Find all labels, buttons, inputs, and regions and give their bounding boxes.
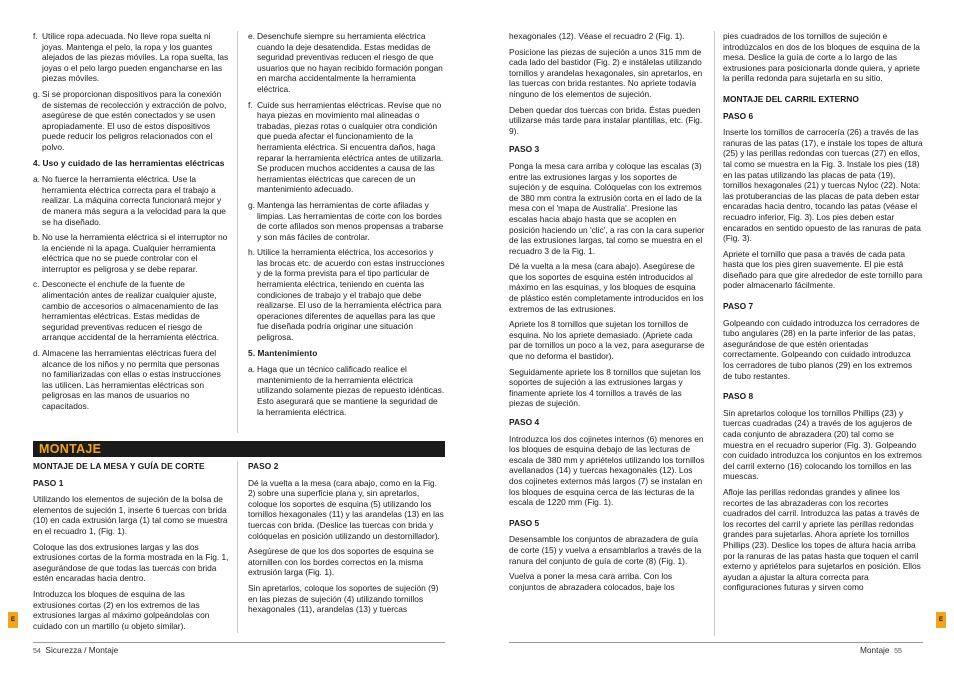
step-8-paragraph: Sin apretarlos coloque los tornillos Phillips (23) y tuercas cuadradas (24) a través de los agujeros de cada conjunto de abrazadera (20) tal como se muestra en el recuadro superior (Fig. 3). Golpeando con cuidado introduzca los conjuntos en los extremos del carril externo (16) colocando los tornillos en las muescas. (723, 407, 922, 482)
step-5-paragraph: Vuelva a poner la mesa cara arriba. Con los conjuntos de abrazadera colocados, baje los (509, 571, 675, 592)
step-5-label: PASO 5 (509, 517, 540, 528)
list-item-text: Desconecte el enchufe de la fuente de alimentación antes de realizar cualquier ajuste, cambio de accesorios o almacenamiento de las herramientas eléctricas. Estas medidas de seguridad preventivas reducen el riesgo de arranque accidental de la herramienta eléctrica. (42, 279, 219, 343)
step-1-label: PASO 1 (33, 477, 64, 488)
list-item-text: Desenchufe siempre su herramienta eléctrica cuando la deje desatendida. Estas medidas de seguridad preventivas reducen el riesgo de que usuarios que no hayan recibido formación pongan en marcha accidentalmente la herramienta eléctrica. (257, 31, 443, 94)
continued-paragraph: Posicione las piezas de sujeción a unos 315 mm de cada lado del bastidor (Fig. 2) e instálelas utilizando tornillos y arandelas hexagonales, sin apretarlos, en las tuercas con brida restantes. No apriete todavía ninguno de los elementos de sujeción. (509, 46, 703, 99)
safety-list-item (33, 174, 229, 227)
left-col2-lower (248, 461, 445, 620)
step-6-label: PASO 6 (723, 110, 754, 121)
step-4-label: PASO 4 (509, 417, 540, 427)
list-marker: c. (33, 279, 40, 290)
step-3-paragraph: Seguidamente apriete los 8 tornillos que sujetan los soportes de sujeción a las extrusiones largas y finamente apriete los 4 tornillos a través de las piezas de sujeción. (509, 366, 701, 409)
list-item-text: Si se proporcionan dispositivos para la conexión de sistemas de recolección y extracción de polvo, asegúrese de que estén conectados y se usen apropiadamente. El uso de estos dispositivos puede reducir los peligros relacionados con el polvo. (42, 88, 227, 152)
step-2-paragraph: Dé la vuelta a la mesa (cara abajo, como en la Fig. 2) sobre una superficie plana y, sin apretarlos, coloque los soportes de esquina (5) utilizando los tornillos hexagonales (11) y las arandelas (13) en las tuercas con brida. (Deslice las tuercas con brida y colóquelas en posición utilizando un destornillador). (248, 477, 444, 541)
left-column-divider-top (237, 31, 238, 433)
list-marker: f. (33, 31, 38, 41)
safety-list-item (33, 31, 229, 84)
language-tab-left: E (8, 612, 18, 628)
list-item-text: Utilice la herramienta eléctrica, los accesorios y las brocas etc. de acuerdo con estas instrucciones y de la forma prevista para el tipo particular de herramienta eléctrica, teniendo en cuenta las condiciones de trabajo y el trabajo que debe realizarse. El uso de la herramienta eléctrica para operaciones diferentes de aquellas para las que fue diseñada podría originar une situación peligrosa. (257, 247, 445, 343)
footer-section-right: Montaje (860, 645, 890, 655)
safety-list-item (33, 89, 229, 153)
step-3-paragraph: Apriete los 8 tornillos que sujetan los tornillos de esquina. No los apriete demasiado. (Apriete cada par de tornillos un poco a la vez, para asegurarse de que no deforma el bastidor). (509, 319, 705, 362)
step-8-label: PASO 8 (723, 391, 754, 402)
step-8-paragraph: Afloje las perillas redondas grandes y alinee los recortes de las abrazaderas con los recortes cuadrados del carril. Introduzca las patas a través de los recortes del carril y apriete las perillas redondas grandes para sujetarlas. Ahora apriete los tornillos Phillips (23). Deslice los topes de altura hacia arriba por la ranuras de las patas hasta que toquen el carril externo y apriételos para sujetarlos en posición. Ellos ayudan a ajustar la altura correcta para configuraciones futuras y sirven como (723, 486, 921, 593)
left-col1-lower (33, 461, 229, 636)
step-1-paragraph: Introduzca los bloques de esquina de las extrusiones cortas (2) en los extremos de las extrusiones largas al máximo golpeándolas con cuidado con un martillo (u objeto similar). (33, 588, 210, 631)
montaje-heading: MONTAJE DE LA MESA Y GUÍA DE CORTE (33, 461, 205, 471)
list-marker: g. (248, 199, 255, 210)
col4-top-paragraph: pies cuadrados de los tornillos de sujeción e introdúzcalos en dos de los bloques de esquina de la mesa. Deslice la guía de corte a lo largo de las extrusiones para posicionarla donde quiera, y apriete la perilla redonda para sujetarla en su sitio. (723, 31, 920, 84)
step-1-paragraph: Utilizando los elementos de sujeción de la bolsa de elementos de sujeción 1, inserte 6 tuercas con brida (10) en cada extrusión larga (1) tal como se muestra en el recuadro 1, (Fig. 1). (33, 494, 228, 536)
step-2-paragraph: Sin apretarlos, coloque los soportes de sujeción (9) en las piezas de sujeción (4) utilizando tornillos hexagonales (11), arandelas (13) y tuercas (248, 582, 439, 615)
list-item-text: Haga que un técnico calificado realice el mantenimiento de la herramienta eléctrica utilizando solamente piezas de repuesto idénticas. Esto asegurará que se mantiene la seguridad de la herramienta eléctrica. (257, 364, 445, 417)
section-heading-5: 5. Mantenimiento (248, 347, 318, 358)
footer-rule-left (33, 642, 445, 643)
continued-paragraph: hexagonales (12). Véase el recuadro 2 (Fig. 1). (509, 31, 685, 41)
safety-list-item (248, 200, 445, 242)
step-2-label: PASO 2 (248, 461, 279, 471)
montaje-banner-title: MONTAJE (39, 442, 102, 456)
list-item-text: Utilice ropa adecuada. No lleve ropa suelta ni joyas. Mantenga el pelo, la ropa y los guantes alejados de las piezas móviles. La ropa suelta, las joyas o el pelo largo pueden engancharse en las piezas móviles. (42, 31, 229, 84)
language-tab-right: E (936, 612, 946, 628)
left-col2-upper (248, 31, 445, 422)
right-col3 (509, 31, 705, 597)
footer-section-left: Sicurezza / Montaje (45, 645, 119, 655)
right-col4 (723, 31, 923, 598)
step-1-paragraph: Coloque las dos extrusiones largas y las dos extrusiones cortas de la forma mostrada en la Fig. 1, asegurándose de que todas las tuercas con brida estén encaradas hacia dentro. (33, 541, 229, 584)
safety-list-item (248, 31, 445, 95)
step-6-paragraph: Inserte los tornillos de carrocería (26) a través de las ranuras de las patas (17), e instale los topes de altura (25) y las perillas redondas con tuercas (27) en ellos, tal como se muestra en la Fig. 3. Instale los pies (18) en las patas utilizando las placas de pata (19), tornillos hexagonales (21) y tuercas Nyloc (22). Nota: las protuberancias de las placas de pata deben estar encaradas hacia dentro, tocando las patas (véase el recuadro inferior, Fig. 3). Los pies deben estar encarados en sentido opuesto de las ranuras de pata (Fig. 3). (723, 127, 923, 244)
list-item-text: No fuerce la herramienta eléctrica. Use la herramienta eléctrica correcta para el trabajo a realizar. La máquina correcta funcionará mejor y de manera más segura a la velocidad para la que se ha diseñado. (42, 174, 226, 227)
left-column-divider-bottom (237, 461, 238, 633)
step-3-paragraph: Ponga la mesa cara arriba y coloque las escalas (3) entre las extrusiones largas y los soportes de sujeción y de esquina. Colóquelas con los extremos de 380 mm contra la extrusión corta en el lado de la mesa con el 'mapa de Australia'. Presione las escalas hacia abajo hasta que se acoplen en posición haciendo un 'clic', a ras con la cara superior de las extrusiones largas, tal como se muestra en el recuadro 3 de la Fig. 1. (509, 160, 705, 256)
footer-rule-right (509, 642, 923, 643)
list-marker: g. (33, 88, 40, 99)
list-marker: e. (248, 31, 255, 41)
list-item-text: Almacene las herramientas eléctricas fuera del alcance de los niños y no permita que personas no familiarizadas con ellas o estas instrucciones las utilicen. Las herramientas eléctricas son peligrosas en las manos de usuarios no capacitados. (42, 348, 221, 411)
step-7-paragraph: Golpeando con cuidado introduzca los cerradores de tubo angulares (28) en la parte inferior de las patas, asegurándose de que estén orientadas correctamente. Golpeando con cuidado introduzca los cerradores de tubo planos (29) en los extremos de tubo restantes. (723, 317, 920, 381)
list-item-text: No use la herramienta eléctrica si el interruptor no la enciende ni la apaga. Cualquier herramienta eléctrica que no se puede controlar con el interruptor es peligrosa y se debe reparar. (42, 232, 228, 274)
list-item-text: Mantenga las herramientas de corte afiladas y limpias. Las herramientas de corte con los bordes de corte afilados son menos propensas a trabarse y son más fáciles de controlar. (257, 199, 444, 242)
right-column-divider (714, 31, 715, 636)
continued-paragraph: Deben quedar dos tuercas con brida. Éstas pueden utilizarse más tarde para instalar plantillas, etc. (Fig. 9). (509, 104, 703, 136)
step-3-label: PASO 3 (509, 144, 540, 155)
step-2-paragraph: Asegúrese de que los dos soportes de esquina se atornillen con los bordes correctos en la misma extrusión larga (Fig. 1). (248, 546, 434, 578)
carril-externo-heading: MONTAJE DEL CARRIL EXTERNO (723, 93, 859, 104)
safety-list-item (33, 348, 229, 412)
footer-right (860, 645, 902, 655)
step-7-label: PASO 7 (723, 301, 754, 312)
step-6-paragraph: Apriete el tornillo que pasa a través de cada pata hasta que los pies giren suavemente. El pie está diseñado para que gire alrededor de este tornillo para poder almacenarlo fácilmente. (723, 248, 923, 291)
list-marker: h. (248, 247, 255, 258)
step-5-paragraph: Desensamble los conjuntos de abrazadera de guía de corte (15) y vuelva a ensamblarlos a través de la ranura del conjunto de guía de corte (8) (Fig. 1). (509, 534, 702, 566)
list-marker: b. (33, 232, 40, 243)
step-4-paragraph: Introduzca los dos cojinetes internos (6) menores en los bloques de esquina debajo de las lecturas de escala de 380 mm y apriételos utilizando los tornillos avellanados (14) y tuercas hexagonales (12). Los dos cojinetes externos más largos (7) se instalan en los bloques de esquina cerca de las lecturas de la escala de 1220 mm (Fig. 1). (509, 433, 705, 508)
montaje-banner (33, 441, 445, 457)
safety-list-item (248, 364, 445, 417)
list-marker: d. (33, 348, 40, 359)
safety-list-item (33, 279, 229, 343)
safety-list-item (248, 100, 445, 195)
list-marker: f. (248, 99, 253, 110)
list-marker: a. (33, 174, 40, 185)
footer-left (33, 645, 118, 655)
step-3-paragraph: Dé la vuelta a la mesa (cara abajo). Asegúrese de que los soportes de esquina estén introducidos al máximo en las esquinas, y los bloques de esquina de plástico estén completamente introducidos en los extremos de las extrusiones. (509, 261, 704, 314)
list-item-text: Cuide sus herramientas eléctricas. Revise que no haya piezas en movimiento mal alineadas o trabadas, piezas rotas o cualquier otra condición que pueda afectar el funcionamiento de la herramienta eléctrica. Si encuentra daños, haga reparar la herramienta eléctrica antes de utilizarla. Se producen muchos accidentes a causa de las herramientas eléctricas que carecen de un mantenimiento adecuado. (257, 99, 444, 195)
page-number-left: 54 (33, 648, 41, 655)
list-marker: a. (248, 364, 255, 375)
left-col1-upper (33, 31, 229, 417)
safety-list-item (248, 247, 445, 342)
page-number-right: 55 (894, 648, 902, 655)
safety-list-item (33, 232, 229, 274)
section-heading-4: 4. Uso y cuidado de las herramientas eléctricas (33, 157, 225, 168)
